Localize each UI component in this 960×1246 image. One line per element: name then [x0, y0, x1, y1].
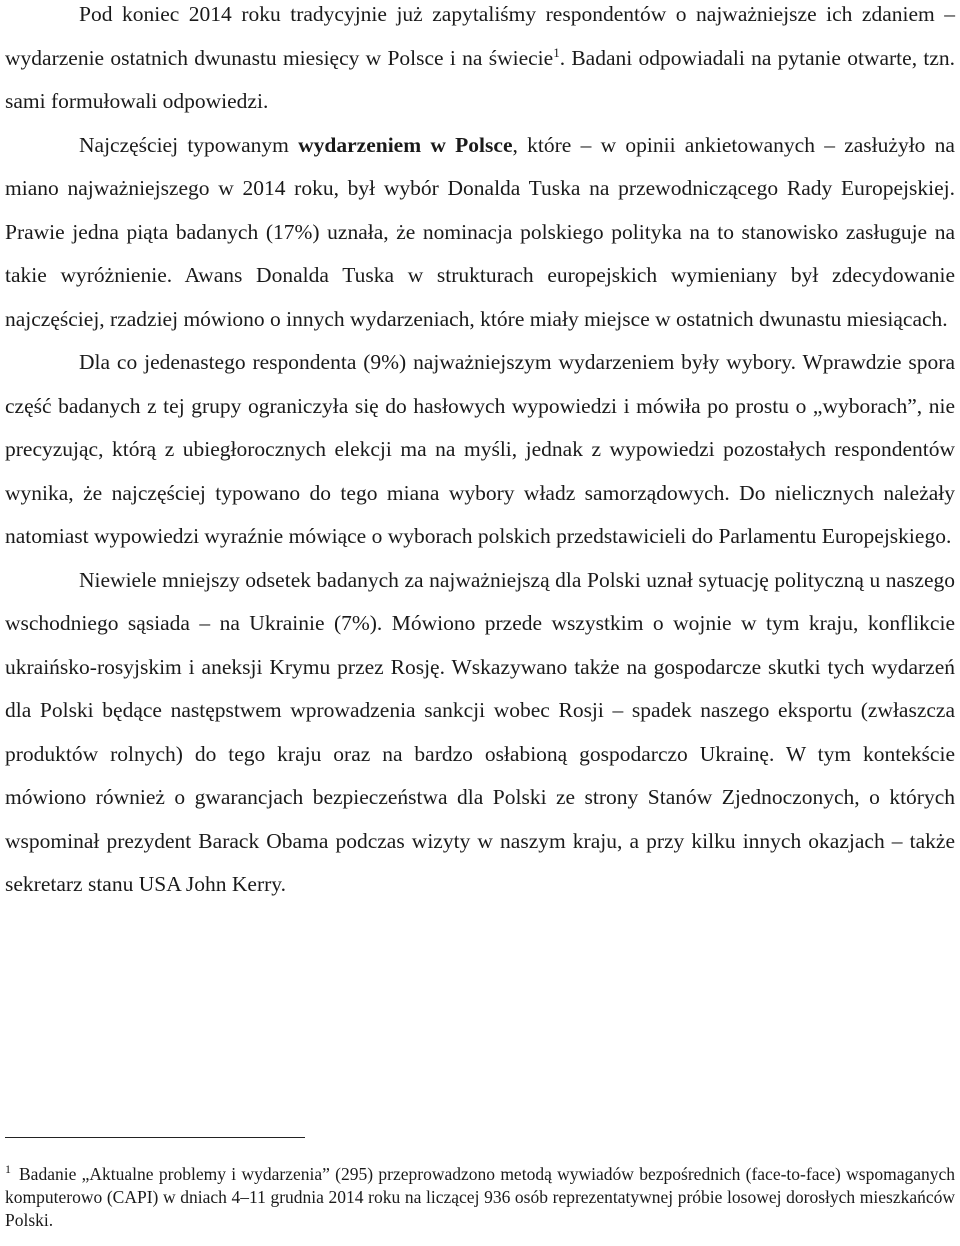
footnote	[5, 1163, 955, 1232]
event-poland-emphasis: wydarzeniem w Polsce	[298, 132, 513, 157]
footnote-number: 1	[5, 1162, 11, 1177]
intro-text: Pod koniec 2014 roku tradycyjnie już zapytaliśmy respondentów o najważniejsze ich zdaniem – wydarzenie ostatnich dwunastu miesięcy w Polsce i na świecie	[5, 2, 955, 70]
paragraph-elections: Dla co jedenastego respondenta (9%) najważniejszym wydarzeniem były wybory. Wprawdzie spora część badanych z tej grupy ograniczyła się do hasłowych wypowiedzi i mówiła po prostu o „wyborach”, nie precyzując, którą z ubiegłorocznych elekcji ma na myśli, jednak z wypowiedzi pozostałych respondentów wynika, że najczęściej typowano do tego miana wybory władz samorządowych. Do nielicznych należały natomiast wypowiedzi wyraźnie mówiące o wyborach polskich przedstawicieli do Parlamentu Europejskiego.	[5, 350, 955, 548]
event-poland-body: , które – w opinii ankietowanych – zasłużyło na miano najważniejszego w 2014 roku, był wybór Donalda Tuska na przewodniczącego Rady Europejskiej. Prawie jedna piąta badanych (17%) uznała, że nominacja polskiego polityka na to stanowisko zasługuje na takie wyróżnienie. Awans Donalda Tuska w strukturach europejskich wymieniany był zdecydowanie najczęściej, rzadziej mówiono o innych wydarzeniach, które miały miejsce w ostatnich dwunastu miesiącach.	[5, 132, 955, 331]
paragraph-event-poland	[5, 124, 955, 342]
event-poland-lead: Najczęściej typowanym	[79, 132, 299, 157]
footnote-separator	[5, 1137, 305, 1138]
paragraph-intro	[5, 0, 955, 124]
intro-text-continued: . Badani odpowiadali na pytanie otwarte, tzn. sami formułowali odpowiedzi.	[5, 45, 955, 113]
document-page	[5, 0, 955, 1230]
paragraph-ukraine: Niewiele mniejszy odsetek badanych za najważniejszą dla Polski uznał sytuację polityczną u naszego wschodniego sąsiada – na Ukrainie (7%). Mówiono przede wszystkim o wojnie w tym kraju, konflikcie ukraińsko-rosyjskim i aneksji Krymu przez Rosję. Wskazywano także na gospodarcze skutki tych wydarzeń dla Polski będące następstwem wprowadzenia sankcji wobec Rosji – spadek naszego eksportu (zwłaszcza produktów rolnych) do tego kraju oraz na bardzo osłabioną gospodarczo Ukrainę. W tym kontekście mówiono również o gwarancjach bezpieczeństwa dla Polski ze strony Stanów Zjednoczonych, o których wspominał prezydent Barack Obama podczas wizyty w naszym kraju, a przy kilku innych okazjach – także sekretarz stanu USA John Kerry.	[5, 567, 955, 896]
footnote-text: Badanie „Aktualne problemy i wydarzenia” (295) przeprowadzono metodą wywiadów bezpośrednich (face-to-face) wspomaganych komputerowo (CAPI) w dniach 4–11 grudnia 2014 roku na liczącej 936 osób reprezentatywnej próbie losowej dorosłych mieszkańców Polski.	[5, 1164, 955, 1230]
footnote-reference[interactable]: 1	[553, 44, 560, 60]
